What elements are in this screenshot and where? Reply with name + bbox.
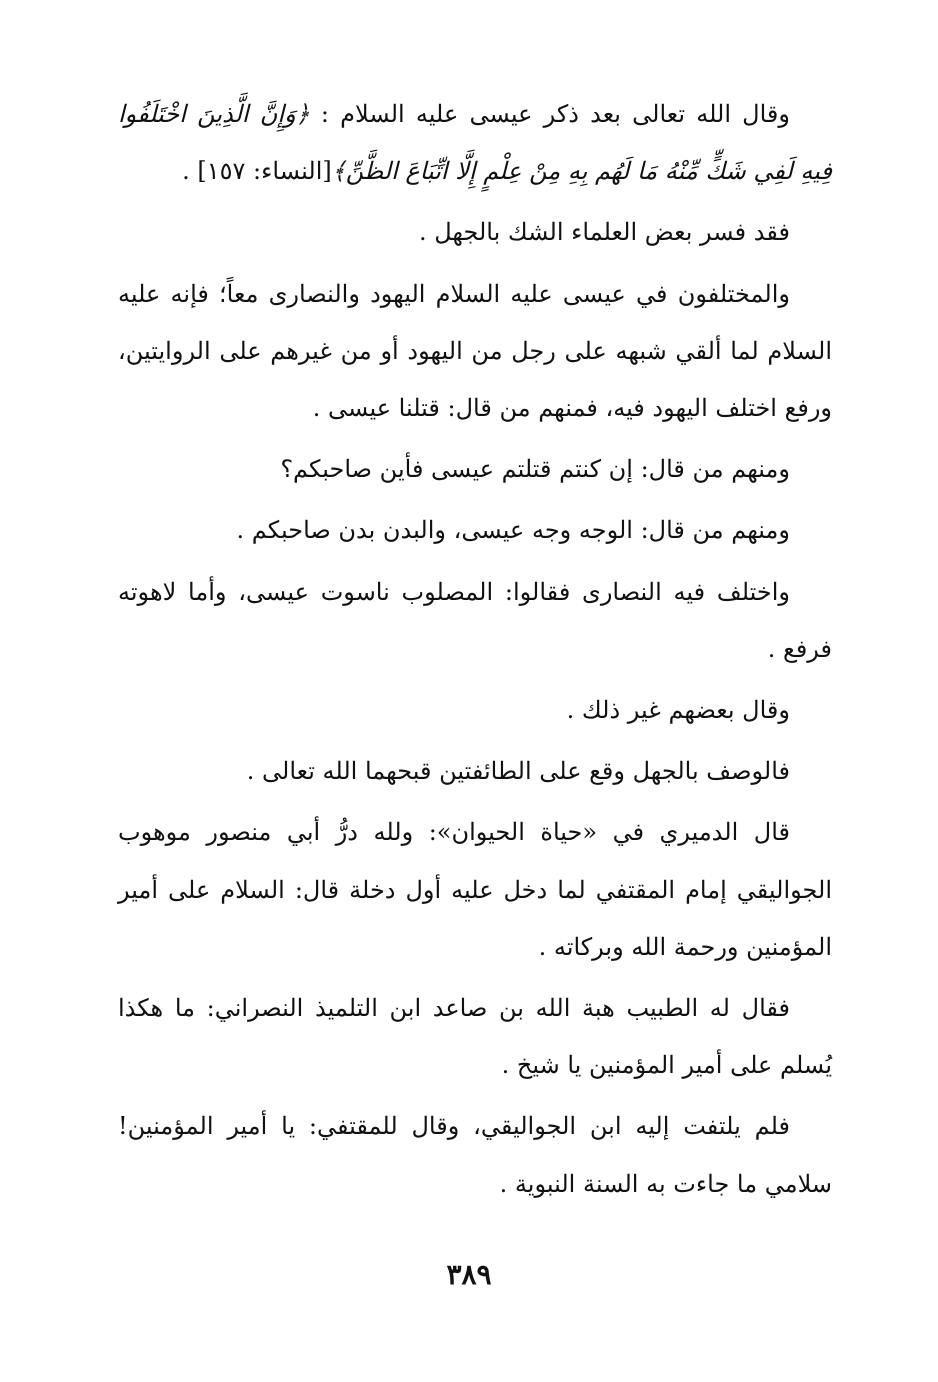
paragraph: فقال له الطبيب هبة الله بن صاعد ابن التلميذ النصراني: ما هكذا يُسلم على أمير المؤمنين يا شيخ . <box>118 994 832 1080</box>
quran-quote: ﴿وَإِنَّ الَّذِينَ اخْتَلَفُوا فِيهِ لَفِي شَكٍّ مِّنْهُ مَا لَهُم بِهِ مِنْ عِلْمٍ إِلَّا اتِّبَاعَ الظَّنِّ﴾ <box>118 100 832 186</box>
paragraph: ومنهم من قال: الوجه وجه عيسى، والبدن بدن صاحبكم . <box>236 516 790 545</box>
paragraph: قال الدميري في «حياة الحيوان»: ولله درُّ أبي منصور موهوب الجواليقي إمام المقتفي لما دخل عليه أول دخلة قال: السلام على أمير المؤمنين ورحمة الله وبركاته . <box>118 818 832 961</box>
body-text <box>118 86 832 1217</box>
paragraph: فقد فسر بعض العلماء الشك بالجهل . <box>418 218 790 247</box>
paragraph-quran-verse <box>118 86 832 200</box>
paragraph: ومنهم من قال: إن كنتم قتلتم عيسى فأين صاحبكم؟ <box>280 455 790 484</box>
verse-reference: [النساء: ١٥٧] . <box>182 157 332 186</box>
page-number: ٣٨٩ <box>446 1258 492 1291</box>
paragraph: والمختلفون في عيسى عليه السلام اليهود والنصارى معاً؛ فإنه عليه السلام لما ألقي شبهه على رجل من اليهود أو من غيرهم على الروايتين، ورفع اختلف اليهود فيه، فمنهم من قال: قتلنا عيسى . <box>118 279 832 423</box>
verse-intro: وقال الله تعالى بعد ذكر عيسى عليه السلام : <box>309 100 790 128</box>
paragraph: وقال بعضهم غير ذلك . <box>566 696 790 725</box>
paragraph: فلم يلتفت إليه ابن الجواليقي، وقال للمقتفي: يا أمير المؤمنين! سلامي ما جاءت به السنة النبوية . <box>118 1112 832 1198</box>
paragraph: فالوصف بالجهل وقع على الطائفتين قبحهما الله تعالى . <box>246 757 790 786</box>
paragraph: واختلف فيه النصارى فقالوا: المصلوب ناسوت عيسى، وأما لاهوته فرفع . <box>118 577 832 663</box>
